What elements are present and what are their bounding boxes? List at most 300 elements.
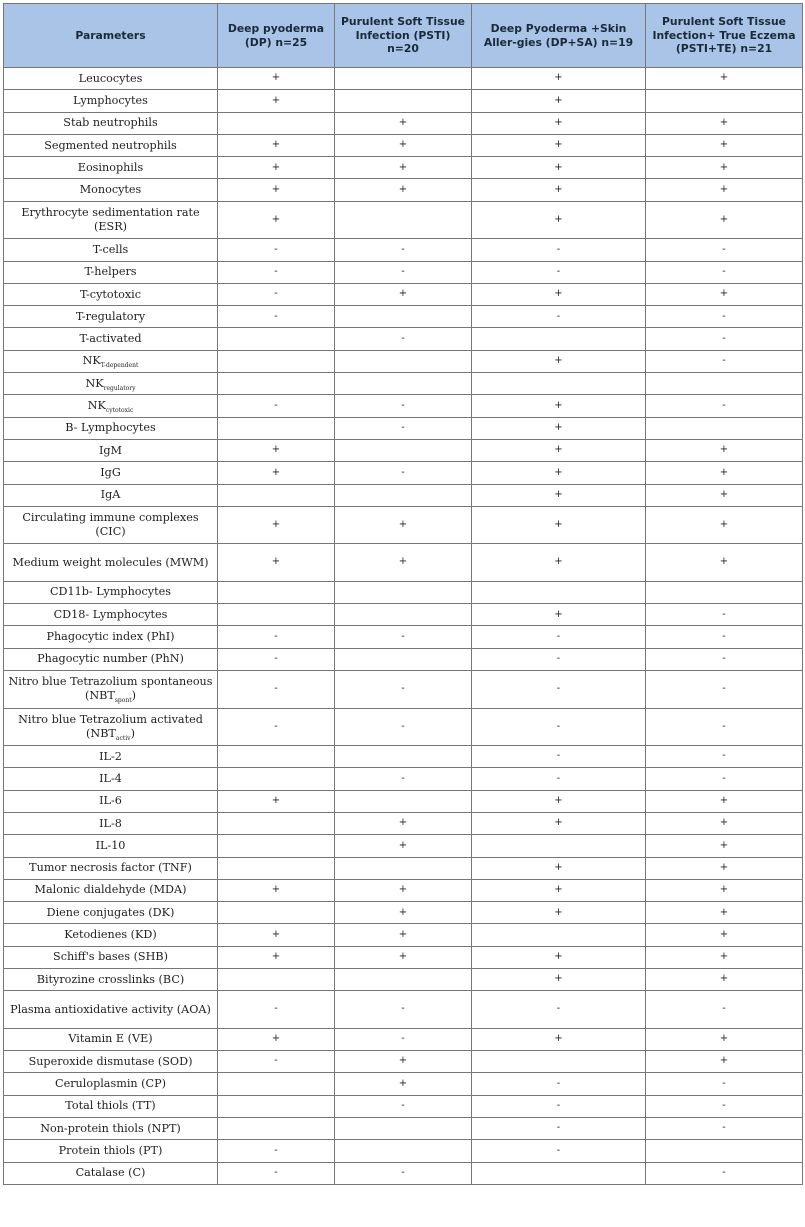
psti-cell: +	[335, 283, 472, 305]
dp-sa-cell: +	[472, 417, 646, 439]
dp-sa-cell: -	[472, 1073, 646, 1095]
parameter-cell	[4, 835, 218, 857]
psti-te-cell: +	[646, 969, 803, 991]
psti-te-cell: -	[646, 239, 803, 261]
psti-te-cell: +	[646, 201, 803, 239]
parameter-subscript: activ	[115, 735, 131, 743]
parameter-name: Phagocytic number (PhN)	[37, 652, 184, 666]
dp-cell	[218, 417, 335, 439]
psti-cell: -	[335, 261, 472, 283]
psti-te-cell: -	[646, 395, 803, 417]
dp-cell: -	[218, 648, 335, 670]
parameter-cell	[4, 462, 218, 484]
parameter-subscript: cytotoxic	[105, 407, 134, 415]
psti-cell: +	[335, 835, 472, 857]
psti-cell: +	[335, 1073, 472, 1095]
psti-te-cell: -	[646, 306, 803, 328]
psti-te-cell: -	[646, 1117, 803, 1139]
dp-sa-cell	[472, 581, 646, 603]
parameter-subscript: spont	[114, 697, 132, 705]
dp-sa-cell: +	[472, 201, 646, 239]
parameter-cell	[4, 179, 218, 201]
parameter-cell	[4, 626, 218, 648]
dp-cell: +	[218, 68, 335, 90]
parameter-cell	[4, 857, 218, 879]
dp-cell: -	[218, 239, 335, 261]
dp-sa-cell: +	[472, 157, 646, 179]
parameter-name: Nitro blue Tetrazolium spontaneous (NBT	[8, 675, 213, 703]
parameter-name: Leucocytes	[78, 71, 143, 85]
psti-cell	[335, 484, 472, 506]
parameter-name: Ketodienes (KD)	[64, 928, 157, 942]
dp-cell	[218, 902, 335, 924]
psti-cell	[335, 1117, 472, 1139]
psti-te-cell: +	[646, 790, 803, 812]
psti-cell	[335, 746, 472, 768]
dp-cell: +	[218, 924, 335, 946]
parameter-name: IL-10	[95, 838, 126, 852]
parameter-name: NK	[85, 376, 104, 390]
dp-cell	[218, 581, 335, 603]
parameter-name: Plasma antioxidative activity (AOA)	[10, 1002, 211, 1016]
dp-sa-cell: +	[472, 946, 646, 968]
parameter-cell	[4, 812, 218, 834]
table-row	[4, 626, 803, 648]
psti-te-cell: -	[646, 1073, 803, 1095]
psti-te-cell: +	[646, 462, 803, 484]
psti-cell: +	[335, 879, 472, 901]
parameter-name: Protein thiols (PT)	[58, 1143, 163, 1157]
dp-cell: +	[218, 462, 335, 484]
psti-cell: -	[335, 395, 472, 417]
dp-sa-cell: -	[472, 239, 646, 261]
table-row	[4, 1028, 803, 1050]
parameter-name: T-cells	[92, 242, 129, 256]
dp-cell	[218, 350, 335, 372]
psti-cell: -	[335, 1095, 472, 1117]
parameter-name: Superoxide dismutase (SOD)	[28, 1054, 193, 1068]
dp-cell	[218, 604, 335, 626]
dp-sa-cell: +	[472, 90, 646, 112]
table-row	[4, 1117, 803, 1139]
psti-cell: -	[335, 462, 472, 484]
parameter-cell	[4, 969, 218, 991]
parameter-cell	[4, 484, 218, 506]
psti-cell	[335, 648, 472, 670]
table-row	[4, 1051, 803, 1073]
parameter-cell	[4, 581, 218, 603]
dp-cell: -	[218, 283, 335, 305]
dp-sa-cell	[472, 328, 646, 350]
table-row	[4, 157, 803, 179]
parameter-name: Circulating immune complexes (CIC)	[22, 511, 199, 539]
table-row	[4, 350, 803, 372]
dp-sa-cell: -	[472, 671, 646, 709]
parameter-name: Segmented neutrophils	[44, 138, 177, 152]
dp-sa-cell: +	[472, 790, 646, 812]
dp-cell	[218, 1095, 335, 1117]
table-row	[4, 1140, 803, 1162]
dp-sa-cell: -	[472, 306, 646, 328]
dp-cell	[218, 969, 335, 991]
parameter-cell	[4, 1140, 218, 1162]
psti-cell: -	[335, 626, 472, 648]
parameter-name: Bityrozine crosslinks (BC)	[36, 972, 185, 986]
dp-cell	[218, 328, 335, 350]
dp-cell: -	[218, 671, 335, 709]
parameter-cell	[4, 671, 218, 709]
dp-sa-cell: +	[472, 283, 646, 305]
parameter-name: Lymphocytes	[73, 93, 148, 107]
header-psti: Purulent Soft Tissue Infection (PSTI) n=20	[335, 4, 472, 68]
parameter-cell	[4, 112, 218, 134]
parameter-name: T-regulatory	[75, 309, 146, 323]
psti-cell	[335, 439, 472, 461]
table-row	[4, 283, 803, 305]
psti-te-cell: -	[646, 746, 803, 768]
dp-sa-cell: +	[472, 395, 646, 417]
psti-te-cell: +	[646, 1051, 803, 1073]
parameter-cell	[4, 350, 218, 372]
parameter-name: Erythrocyte sedimentation rate (ESR)	[21, 206, 200, 234]
dp-cell: +	[218, 879, 335, 901]
table-row	[4, 328, 803, 350]
dp-sa-cell: -	[472, 1140, 646, 1162]
dp-cell: -	[218, 991, 335, 1029]
dp-cell	[218, 835, 335, 857]
psti-te-cell: -	[646, 604, 803, 626]
psti-te-cell: +	[646, 857, 803, 879]
parameter-suffix: )	[131, 689, 137, 703]
psti-cell: -	[335, 328, 472, 350]
psti-cell	[335, 581, 472, 603]
psti-cell: -	[335, 671, 472, 709]
parameter-cell	[4, 1028, 218, 1050]
parameter-name: IgA	[100, 488, 121, 502]
psti-te-cell	[646, 581, 803, 603]
table-row	[4, 544, 803, 582]
parameter-name: IL-2	[99, 749, 122, 763]
parameter-cell	[4, 879, 218, 901]
dp-sa-cell: +	[472, 506, 646, 544]
psti-te-cell: -	[646, 1095, 803, 1117]
parameter-cell	[4, 201, 218, 239]
psti-cell	[335, 68, 472, 90]
parameter-cell	[4, 768, 218, 790]
parameter-name: CD18- Lymphocytes	[53, 607, 168, 621]
header-parameters: Parameters	[4, 4, 218, 68]
table-row	[4, 969, 803, 991]
parameter-cell	[4, 157, 218, 179]
psti-cell: +	[335, 544, 472, 582]
table-row	[4, 581, 803, 603]
parameter-name: T-cytotoxic	[80, 287, 141, 301]
psti-te-cell: +	[646, 835, 803, 857]
table-row	[4, 902, 803, 924]
dp-cell: +	[218, 946, 335, 968]
parameter-name: T-helpers	[84, 265, 137, 279]
dp-sa-cell: +	[472, 112, 646, 134]
parameter-cell	[4, 328, 218, 350]
dp-sa-cell: -	[472, 768, 646, 790]
dp-cell	[218, 1117, 335, 1139]
dp-sa-cell: +	[472, 462, 646, 484]
psti-te-cell: +	[646, 946, 803, 968]
psti-te-cell: +	[646, 134, 803, 156]
table-row	[4, 648, 803, 670]
psti-te-cell: +	[646, 484, 803, 506]
psti-te-cell: +	[646, 283, 803, 305]
psti-cell	[335, 969, 472, 991]
parameter-name: Vitamin E (VE)	[68, 1032, 153, 1046]
parameter-name: NK	[87, 399, 106, 412]
table-row	[4, 373, 803, 395]
parameter-cell	[4, 506, 218, 544]
parameter-cell	[4, 261, 218, 283]
table-row	[4, 112, 803, 134]
psti-cell: -	[335, 417, 472, 439]
dp-sa-cell: -	[472, 708, 646, 746]
dp-cell: -	[218, 1140, 335, 1162]
dp-cell	[218, 373, 335, 395]
parameter-cell	[4, 708, 218, 746]
psti-cell: +	[335, 134, 472, 156]
table-row	[4, 395, 803, 417]
psti-cell	[335, 857, 472, 879]
psti-cell: -	[335, 1162, 472, 1184]
table-row	[4, 604, 803, 626]
dp-sa-cell	[472, 1051, 646, 1073]
parameter-name: Phagocytic index (PhI)	[46, 630, 175, 644]
parameter-name: IgG	[100, 465, 121, 479]
psti-cell	[335, 373, 472, 395]
table-row	[4, 857, 803, 879]
psti-cell: +	[335, 112, 472, 134]
dp-sa-cell: +	[472, 544, 646, 582]
psti-cell: -	[335, 768, 472, 790]
parameter-name: Malonic dialdehyde (MDA)	[34, 883, 187, 897]
psti-cell	[335, 306, 472, 328]
dp-sa-cell: -	[472, 626, 646, 648]
dp-sa-cell: +	[472, 879, 646, 901]
parameter-name: Total thiols (TT)	[65, 1099, 156, 1113]
table-row	[4, 201, 803, 239]
parameter-cell	[4, 239, 218, 261]
psti-te-cell: -	[646, 350, 803, 372]
table-row	[4, 134, 803, 156]
dp-cell	[218, 768, 335, 790]
parameter-name: Stab neutrophils	[63, 116, 158, 130]
table-row	[4, 239, 803, 261]
dp-sa-cell: +	[472, 604, 646, 626]
parameter-cell	[4, 902, 218, 924]
parameter-cell	[4, 373, 218, 395]
table-row	[4, 439, 803, 461]
dp-sa-cell: +	[472, 969, 646, 991]
dp-cell: +	[218, 90, 335, 112]
parameter-name: Tumor necrosis factor (TNF)	[29, 861, 192, 875]
psti-cell	[335, 1140, 472, 1162]
parameter-name: B- Lymphocytes	[65, 421, 156, 435]
psti-te-cell: +	[646, 157, 803, 179]
parameter-name: Diene conjugates (DK)	[46, 905, 175, 919]
psti-cell: +	[335, 179, 472, 201]
table-row	[4, 768, 803, 790]
parameter-name: IL-4	[99, 771, 122, 785]
parameter-name: Non-protein thiols (NPT)	[40, 1121, 181, 1135]
dp-cell: -	[218, 626, 335, 648]
parameter-cell	[4, 924, 218, 946]
parameter-name: IL-8	[99, 816, 122, 830]
psti-cell: +	[335, 812, 472, 834]
dp-cell: -	[218, 708, 335, 746]
psti-te-cell: +	[646, 902, 803, 924]
parameter-name: IgM	[98, 443, 123, 457]
table-row	[4, 946, 803, 968]
dp-sa-cell: +	[472, 1028, 646, 1050]
psti-te-cell: +	[646, 68, 803, 90]
dp-sa-cell: -	[472, 1117, 646, 1139]
psti-cell	[335, 350, 472, 372]
dp-sa-cell	[472, 1162, 646, 1184]
dp-sa-cell: +	[472, 812, 646, 834]
dp-cell: +	[218, 179, 335, 201]
psti-cell: +	[335, 506, 472, 544]
psti-cell: -	[335, 708, 472, 746]
table-row	[4, 506, 803, 544]
parameter-cell	[4, 1073, 218, 1095]
psti-cell: -	[335, 1028, 472, 1050]
dp-cell: +	[218, 157, 335, 179]
parameter-cell	[4, 283, 218, 305]
psti-te-cell: -	[646, 1162, 803, 1184]
header-dp: Deep pyoderma (DP) n=25	[218, 4, 335, 68]
table-row	[4, 68, 803, 90]
parameter-cell	[4, 648, 218, 670]
parameter-cell	[4, 790, 218, 812]
psti-te-cell: -	[646, 626, 803, 648]
dp-cell	[218, 812, 335, 834]
table-row	[4, 261, 803, 283]
table-row	[4, 462, 803, 484]
parameter-name: Schiff's bases (SHB)	[53, 950, 168, 964]
table-row	[4, 417, 803, 439]
dp-cell: -	[218, 261, 335, 283]
parameter-name: Ceruloplasmin (CP)	[55, 1077, 166, 1091]
dp-cell: +	[218, 506, 335, 544]
parameter-cell	[4, 439, 218, 461]
psti-te-cell: -	[646, 991, 803, 1029]
parameter-cell	[4, 1051, 218, 1073]
parameter-name: Monocytes	[79, 183, 142, 197]
psti-cell: +	[335, 924, 472, 946]
parameter-suffix: )	[130, 726, 135, 740]
dp-sa-cell: -	[472, 261, 646, 283]
dp-sa-cell: +	[472, 439, 646, 461]
dp-sa-cell	[472, 835, 646, 857]
parameters-table	[3, 3, 803, 1185]
psti-te-cell: +	[646, 439, 803, 461]
psti-cell: -	[335, 239, 472, 261]
psti-te-cell	[646, 373, 803, 395]
psti-te-cell: +	[646, 112, 803, 134]
table-row	[4, 924, 803, 946]
parameter-cell	[4, 1117, 218, 1139]
table-row	[4, 790, 803, 812]
table-row	[4, 1095, 803, 1117]
psti-te-cell: -	[646, 261, 803, 283]
parameter-cell	[4, 544, 218, 582]
parameter-cell	[4, 1095, 218, 1117]
psti-cell	[335, 90, 472, 112]
parameter-cell	[4, 746, 218, 768]
psti-te-cell: +	[646, 924, 803, 946]
dp-sa-cell: -	[472, 1095, 646, 1117]
dp-sa-cell: +	[472, 484, 646, 506]
table-row	[4, 179, 803, 201]
dp-sa-cell: +	[472, 179, 646, 201]
table-row	[4, 306, 803, 328]
dp-cell	[218, 484, 335, 506]
parameter-name: T-activated	[79, 332, 142, 346]
psti-cell	[335, 604, 472, 626]
table-row	[4, 746, 803, 768]
parameter-cell	[4, 134, 218, 156]
psti-te-cell	[646, 417, 803, 439]
dp-sa-cell: +	[472, 902, 646, 924]
table-row	[4, 90, 803, 112]
dp-sa-cell: +	[472, 857, 646, 879]
psti-te-cell	[646, 90, 803, 112]
dp-cell: -	[218, 306, 335, 328]
psti-cell: +	[335, 157, 472, 179]
parameter-cell	[4, 604, 218, 626]
dp-sa-cell: -	[472, 746, 646, 768]
psti-te-cell: -	[646, 708, 803, 746]
psti-te-cell: +	[646, 1028, 803, 1050]
parameter-cell	[4, 306, 218, 328]
parameter-name: IL-6	[99, 794, 122, 808]
table-row	[4, 879, 803, 901]
table-header-row	[4, 4, 803, 68]
psti-te-cell: +	[646, 544, 803, 582]
parameter-name: Eosinophils	[77, 160, 144, 174]
dp-cell	[218, 1073, 335, 1095]
psti-cell	[335, 790, 472, 812]
parameters-table-container	[3, 3, 802, 1185]
dp-sa-cell: -	[472, 991, 646, 1029]
table-row	[4, 1073, 803, 1095]
psti-cell: -	[335, 991, 472, 1029]
parameter-cell	[4, 68, 218, 90]
header-psti-te: Purulent Soft Tissue Infection+ True Eczema (PSTI+TE) n=21	[646, 4, 803, 68]
psti-cell: +	[335, 946, 472, 968]
parameter-cell	[4, 90, 218, 112]
dp-sa-cell	[472, 924, 646, 946]
table-row	[4, 708, 803, 746]
dp-cell: +	[218, 201, 335, 239]
psti-cell: +	[335, 902, 472, 924]
table-row	[4, 812, 803, 834]
psti-cell	[335, 201, 472, 239]
parameter-cell	[4, 417, 218, 439]
psti-te-cell	[646, 1140, 803, 1162]
parameter-name: Medium weight molecules (MWM)	[12, 555, 209, 569]
dp-cell: +	[218, 1028, 335, 1050]
table-row	[4, 484, 803, 506]
parameter-name: Nitro blue Tetrazolium activated (NBT	[18, 712, 203, 740]
parameter-cell	[4, 395, 218, 417]
